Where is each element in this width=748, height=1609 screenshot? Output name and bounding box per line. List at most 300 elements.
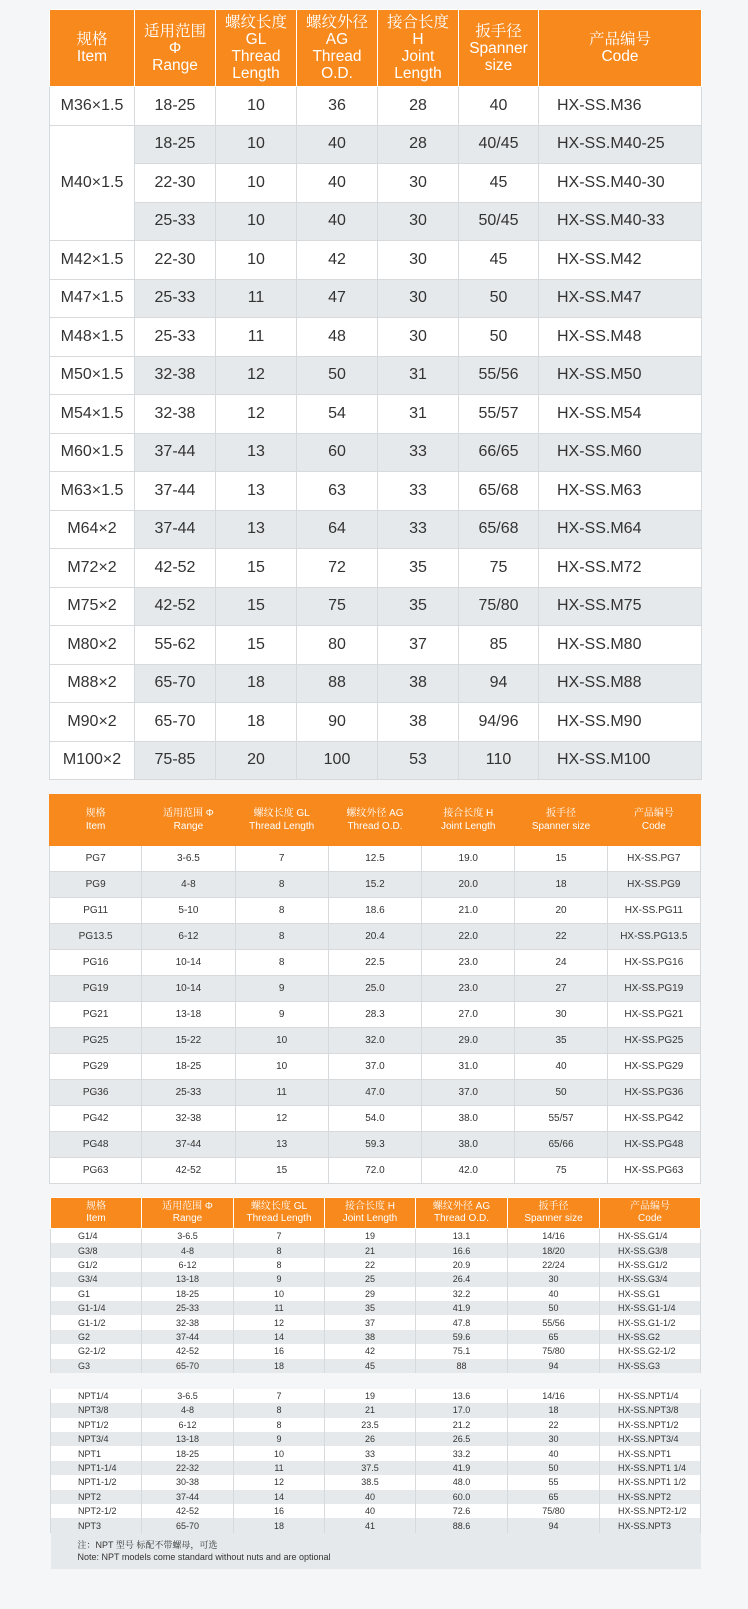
spanner-size-cell: 15: [515, 846, 607, 872]
spanner-size-cell: 94: [459, 664, 539, 703]
item-cell: M50×1.5: [50, 356, 135, 395]
header-item: 规格 Item: [51, 1198, 142, 1229]
item-cell: G3/8: [51, 1243, 142, 1257]
joint-length-cell: 28: [378, 125, 459, 164]
joint-length-cell: 31: [378, 395, 459, 434]
thread-length-cell: 8: [234, 1243, 325, 1257]
thread-length-cell: 14: [234, 1330, 325, 1344]
joint-length-cell: 42: [325, 1344, 416, 1358]
joint-length-cell: 33: [378, 472, 459, 511]
joint-length-cell: 37.0: [422, 1080, 515, 1106]
spanner-size-cell: 14/16: [508, 1389, 600, 1403]
thread-length-cell: 9: [235, 976, 328, 1002]
table-row: [50, 626, 702, 665]
spanner-size-cell: 24: [515, 950, 607, 976]
thread-od-cell: 37.0: [328, 1054, 421, 1080]
thread-od-cell: 26.5: [416, 1432, 508, 1446]
thread-od-cell: 90: [297, 703, 378, 742]
joint-length-cell: 37: [378, 626, 459, 665]
item-cell: G1-1/2: [51, 1315, 142, 1329]
spanner-size-cell: 55/56: [508, 1315, 600, 1329]
code-cell: HX-SS.M72: [539, 549, 702, 588]
code-cell: HX-SS.M64: [539, 510, 702, 549]
item-cell: M36×1.5: [50, 87, 135, 126]
range-cell: 4-8: [142, 1403, 234, 1417]
table-row: [50, 318, 702, 357]
table-row: [51, 1518, 701, 1532]
item-cell: M100×2: [50, 741, 135, 780]
thread-length-cell: 10: [216, 202, 297, 241]
joint-length-cell: 20.0: [422, 872, 515, 898]
item-cell: NPT2: [51, 1490, 142, 1504]
item-cell: PG48: [50, 1132, 142, 1158]
joint-length-cell: 40: [325, 1504, 416, 1518]
range-cell: 6-12: [142, 924, 235, 950]
range-cell: 55-62: [135, 626, 216, 665]
header-code: 产品编号 Code: [607, 795, 700, 846]
range-cell: 65-70: [142, 1359, 234, 1373]
code-cell: HX-SS.M50: [539, 356, 702, 395]
spanner-size-cell: 110: [459, 741, 539, 780]
header-code: 产品编号 Code: [600, 1198, 701, 1229]
range-cell: 65-70: [135, 703, 216, 742]
spanner-size-cell: 75/80: [508, 1504, 600, 1518]
item-cell: M90×2: [50, 703, 135, 742]
code-cell: HX-SS.PG16: [607, 950, 700, 976]
spanner-size-cell: 94: [508, 1359, 600, 1373]
spanner-size-cell: 50: [508, 1301, 600, 1315]
joint-length-cell: 30: [378, 279, 459, 318]
item-cell: M60×1.5: [50, 433, 135, 472]
header-thread-length: 螺纹长度 GL Thread Length: [216, 10, 297, 87]
spanner-size-cell: 27: [515, 976, 607, 1002]
spanner-size-cell: 45: [459, 164, 539, 203]
range-cell: 25-33: [135, 202, 216, 241]
spanner-size-cell: 18: [515, 872, 607, 898]
table-row: [51, 1504, 701, 1518]
thread-length-cell: 13: [216, 510, 297, 549]
code-cell: HX-SS.PG36: [607, 1080, 700, 1106]
range-cell: 25-33: [142, 1080, 235, 1106]
item-cell: PG9: [50, 872, 142, 898]
item-cell: G3/4: [51, 1272, 142, 1286]
table-row: [51, 1301, 701, 1315]
range-cell: 13-18: [142, 1272, 234, 1286]
thread-length-cell: 8: [234, 1418, 325, 1432]
table-row: [50, 1002, 701, 1028]
code-cell: HX-SS.M90: [539, 703, 702, 742]
header-spanner-size: 扳手径 Spanner size: [515, 795, 607, 846]
thread-length-cell: 10: [216, 241, 297, 280]
joint-length-cell: 23.0: [422, 976, 515, 1002]
range-cell: 25-33: [135, 318, 216, 357]
thread-od-cell: 47: [297, 279, 378, 318]
joint-length-cell: 33: [325, 1446, 416, 1460]
code-cell: HX-SS.NPT3/4: [600, 1432, 701, 1446]
table-row: [50, 924, 701, 950]
thread-length-cell: 18: [234, 1359, 325, 1373]
item-cell: PG25: [50, 1028, 142, 1054]
spanner-size-cell: 30: [508, 1272, 600, 1286]
thread-od-cell: 88: [416, 1359, 508, 1373]
table-row: [51, 1287, 701, 1301]
table-header-row: [50, 795, 701, 846]
code-cell: HX-SS.G1/4: [600, 1229, 701, 1244]
table-note: [51, 1533, 701, 1569]
spanner-size-cell: 50/45: [459, 202, 539, 241]
range-cell: 25-33: [135, 279, 216, 318]
range-cell: 15-22: [142, 1028, 235, 1054]
table-row: [50, 703, 702, 742]
table-row: [50, 549, 702, 588]
code-cell: HX-SS.PG63: [607, 1158, 700, 1184]
code-cell: HX-SS.M40-25: [539, 125, 702, 164]
item-cell: G1/4: [51, 1229, 142, 1244]
table-row: [51, 1344, 701, 1358]
joint-length-cell: 38: [325, 1330, 416, 1344]
code-cell: HX-SS.G3/8: [600, 1243, 701, 1257]
thread-od-cell: 25.0: [328, 976, 421, 1002]
thread-od-cell: 21.2: [416, 1418, 508, 1432]
spanner-size-cell: 94/96: [459, 703, 539, 742]
thread-od-cell: 88: [297, 664, 378, 703]
note-en: Note: NPT models come standard without nuts and are optional: [77, 1551, 331, 1562]
thread-od-cell: 60: [297, 433, 378, 472]
spanner-size-cell: 65: [508, 1490, 600, 1504]
item-cell: M47×1.5: [50, 279, 135, 318]
thread-length-cell: 10: [234, 1446, 325, 1460]
thread-od-cell: 48: [297, 318, 378, 357]
joint-length-cell: 21.0: [422, 898, 515, 924]
thread-length-cell: 10: [216, 87, 297, 126]
table-row: [50, 472, 702, 511]
thread-od-cell: 40: [297, 164, 378, 203]
table-row: [51, 1359, 701, 1373]
spanner-size-cell: 50: [508, 1461, 600, 1475]
spanner-size-cell: 85: [459, 626, 539, 665]
table-row: [50, 1028, 701, 1054]
joint-length-cell: 22: [325, 1258, 416, 1272]
thread-od-cell: 47.8: [416, 1315, 508, 1329]
table-header-row: [50, 10, 702, 87]
range-cell: 32-38: [135, 395, 216, 434]
thread-od-cell: 41.9: [416, 1461, 508, 1475]
header-spanner-size: 扳手径 Spanner size: [459, 10, 539, 87]
thread-length-cell: 10: [234, 1287, 325, 1301]
header-thread-od: 螺纹外径 AG Thread O.D.: [328, 795, 421, 846]
table-row: [51, 1446, 701, 1460]
table-row: [50, 741, 702, 780]
code-cell: HX-SS.M48: [539, 318, 702, 357]
range-cell: 6-12: [142, 1258, 234, 1272]
spanner-size-cell: 40: [508, 1287, 600, 1301]
item-cell: PG36: [50, 1080, 142, 1106]
range-cell: 6-12: [142, 1418, 234, 1432]
thread-od-cell: 48.0: [416, 1475, 508, 1489]
header-spanner-size: 扳手径 Spanner size: [508, 1198, 600, 1229]
spanner-size-cell: 30: [515, 1002, 607, 1028]
spanner-size-cell: 65/66: [515, 1132, 607, 1158]
spanner-size-cell: 65: [508, 1330, 600, 1344]
range-cell: 3-6.5: [142, 1229, 234, 1244]
thread-length-cell: 18: [216, 703, 297, 742]
range-cell: 18-25: [142, 1287, 234, 1301]
item-cell: NPT1/4: [51, 1389, 142, 1403]
thread-length-cell: 13: [216, 433, 297, 472]
item-cell: NPT1/2: [51, 1418, 142, 1432]
thread-length-cell: 11: [234, 1301, 325, 1315]
thread-od-cell: 72.6: [416, 1504, 508, 1518]
table-row: [51, 1403, 701, 1417]
joint-length-cell: 23.0: [422, 950, 515, 976]
thread-od-cell: 16.6: [416, 1243, 508, 1257]
spanner-size-cell: 65/68: [459, 472, 539, 511]
item-cell: PG42: [50, 1106, 142, 1132]
thread-length-cell: 9: [234, 1432, 325, 1446]
item-cell: PG7: [50, 846, 142, 872]
table-row: [50, 872, 701, 898]
spanner-size-cell: 50: [515, 1080, 607, 1106]
range-cell: 42-52: [142, 1158, 235, 1184]
thread-length-cell: 12: [216, 356, 297, 395]
thread-od-cell: 42: [297, 241, 378, 280]
header-joint-length: 接合长度 H Joint Length: [422, 795, 515, 846]
code-cell: HX-SS.M40-33: [539, 202, 702, 241]
thread-length-cell: 10: [216, 125, 297, 164]
thread-length-cell: 11: [235, 1080, 328, 1106]
spanner-size-cell: 94: [508, 1518, 600, 1532]
thread-length-cell: 20: [216, 741, 297, 780]
item-cell: M80×2: [50, 626, 135, 665]
item-cell: M54×1.5: [50, 395, 135, 434]
range-cell: 32-38: [135, 356, 216, 395]
range-cell: 65-70: [135, 664, 216, 703]
joint-length-cell: 19: [325, 1389, 416, 1403]
code-cell: HX-SS.NPT2-1/2: [600, 1504, 701, 1518]
table-row: [51, 1490, 701, 1504]
thread-length-cell: 8: [235, 898, 328, 924]
item-cell: M40×1.5: [50, 125, 135, 241]
range-cell: 18-25: [135, 125, 216, 164]
thread-length-cell: 18: [216, 664, 297, 703]
joint-length-cell: 19: [325, 1229, 416, 1244]
thread-length-cell: 8: [234, 1403, 325, 1417]
joint-length-cell: 26: [325, 1432, 416, 1446]
table-row: [51, 1418, 701, 1432]
thread-length-cell: 16: [234, 1504, 325, 1518]
code-cell: HX-SS.M40-30: [539, 164, 702, 203]
joint-length-cell: 35: [378, 549, 459, 588]
thread-length-cell: 11: [234, 1461, 325, 1475]
thread-length-cell: 11: [216, 279, 297, 318]
thread-od-cell: 28.3: [328, 1002, 421, 1028]
range-cell: 32-38: [142, 1106, 235, 1132]
header-thread-length: 螺纹长度 GL Thread Length: [234, 1198, 325, 1229]
range-cell: 10-14: [142, 950, 235, 976]
range-cell: 4-8: [142, 872, 235, 898]
table-row: [50, 87, 702, 126]
thread-od-cell: 17.0: [416, 1403, 508, 1417]
header-thread-od: 螺纹外径 AG Thread O.D.: [416, 1198, 508, 1229]
thread-length-cell: 12: [234, 1475, 325, 1489]
code-cell: HX-SS.G2-1/2: [600, 1344, 701, 1358]
spanner-size-cell: 20: [515, 898, 607, 924]
table-row: [50, 1158, 701, 1184]
thread-od-cell: 32.2: [416, 1287, 508, 1301]
thread-length-cell: 15: [235, 1158, 328, 1184]
spanner-size-cell: 75/80: [508, 1344, 600, 1358]
table-row: [50, 846, 701, 872]
spanner-size-cell: 55/56: [459, 356, 539, 395]
code-cell: HX-SS.M47: [539, 279, 702, 318]
thread-length-cell: 14: [234, 1490, 325, 1504]
item-cell: M75×2: [50, 587, 135, 626]
thread-od-cell: 40: [297, 125, 378, 164]
spanner-size-cell: 75: [459, 549, 539, 588]
code-cell: HX-SS.NPT1/2: [600, 1418, 701, 1432]
thread-od-cell: 59.3: [328, 1132, 421, 1158]
joint-length-cell: 40: [325, 1490, 416, 1504]
thread-od-cell: 75: [297, 587, 378, 626]
joint-length-cell: 41: [325, 1518, 416, 1532]
thread-od-cell: 100: [297, 741, 378, 780]
thread-od-cell: 88.6: [416, 1518, 508, 1532]
joint-length-cell: 37: [325, 1315, 416, 1329]
thread-od-cell: 64: [297, 510, 378, 549]
range-cell: 75-85: [135, 741, 216, 780]
table-row: [51, 1229, 701, 1244]
spanner-size-cell: 22/24: [508, 1258, 600, 1272]
table-row: [50, 1132, 701, 1158]
code-cell: HX-SS.M75: [539, 587, 702, 626]
joint-length-cell: 35: [378, 587, 459, 626]
range-cell: 65-70: [142, 1518, 234, 1532]
item-cell: PG11: [50, 898, 142, 924]
header-thread-length: 螺纹长度 GL Thread Length: [235, 795, 328, 846]
range-cell: 37-44: [135, 510, 216, 549]
item-cell: PG16: [50, 950, 142, 976]
item-cell: M88×2: [50, 664, 135, 703]
joint-length-cell: 27.0: [422, 1002, 515, 1028]
joint-length-cell: 30: [378, 318, 459, 357]
code-cell: HX-SS.PG13.5: [607, 924, 700, 950]
thread-length-cell: 9: [235, 1002, 328, 1028]
range-cell: 5-10: [142, 898, 235, 924]
table-row: [50, 279, 702, 318]
table-row: [51, 1243, 701, 1257]
thread-od-cell: 54.0: [328, 1106, 421, 1132]
thread-length-cell: 8: [234, 1258, 325, 1272]
table-row: [50, 664, 702, 703]
pg-thread-spec-table: [49, 794, 701, 1184]
thread-od-cell: 63: [297, 472, 378, 511]
thread-length-cell: 11: [216, 318, 297, 357]
thread-length-cell: 7: [234, 1389, 325, 1403]
spanner-size-cell: 14/16: [508, 1229, 600, 1244]
spanner-size-cell: 40: [459, 87, 539, 126]
table-row: [50, 356, 702, 395]
code-cell: HX-SS.G1: [600, 1287, 701, 1301]
code-cell: HX-SS.M88: [539, 664, 702, 703]
thread-od-cell: 36: [297, 87, 378, 126]
note-cn: 注：NPT 型号 标配不带螺母，可选: [77, 1539, 218, 1550]
item-cell: G1-1/4: [51, 1301, 142, 1315]
code-cell: HX-SS.M63: [539, 472, 702, 511]
spanner-size-cell: 45: [459, 241, 539, 280]
thread-length-cell: 12: [234, 1315, 325, 1329]
joint-length-cell: 38: [378, 703, 459, 742]
table-row: [50, 950, 701, 976]
code-cell: HX-SS.PG19: [607, 976, 700, 1002]
spacer-cell: [51, 1373, 701, 1389]
table-row: [51, 1432, 701, 1446]
code-cell: HX-SS.PG29: [607, 1054, 700, 1080]
spanner-size-cell: 75: [515, 1158, 607, 1184]
range-cell: 22-32: [142, 1461, 234, 1475]
spanner-size-cell: 55: [508, 1475, 600, 1489]
thread-od-cell: 80: [297, 626, 378, 665]
thread-od-cell: 72: [297, 549, 378, 588]
range-cell: 37-44: [142, 1132, 235, 1158]
thread-od-cell: 15.2: [328, 872, 421, 898]
range-cell: 25-33: [142, 1301, 234, 1315]
thread-od-cell: 18.6: [328, 898, 421, 924]
range-cell: 42-52: [135, 549, 216, 588]
table-row: [51, 1330, 701, 1344]
range-cell: 4-8: [142, 1243, 234, 1257]
code-cell: HX-SS.PG21: [607, 1002, 700, 1028]
joint-length-cell: 42.0: [422, 1158, 515, 1184]
code-cell: HX-SS.NPT1 1/2: [600, 1475, 701, 1489]
spanner-size-cell: 40: [515, 1054, 607, 1080]
spanner-size-cell: 22: [515, 924, 607, 950]
thread-od-cell: 26.4: [416, 1272, 508, 1286]
spanner-size-cell: 18: [508, 1403, 600, 1417]
g-npt-thread-spec-table: [50, 1197, 701, 1569]
joint-length-cell: 29.0: [422, 1028, 515, 1054]
thread-od-cell: 13.6: [416, 1389, 508, 1403]
joint-length-cell: 45: [325, 1359, 416, 1373]
item-cell: M48×1.5: [50, 318, 135, 357]
spanner-size-cell: 30: [508, 1432, 600, 1446]
range-cell: 13-18: [142, 1432, 234, 1446]
thread-length-cell: 15: [216, 549, 297, 588]
code-cell: HX-SS.PG11: [607, 898, 700, 924]
thread-length-cell: 12: [235, 1106, 328, 1132]
code-cell: HX-SS.PG25: [607, 1028, 700, 1054]
range-cell: 3-6.5: [142, 846, 235, 872]
range-cell: 3-6.5: [142, 1389, 234, 1403]
joint-length-cell: 19.0: [422, 846, 515, 872]
joint-length-cell: 33: [378, 510, 459, 549]
spanner-size-cell: 66/65: [459, 433, 539, 472]
table-row: [50, 1054, 701, 1080]
table-row: [50, 587, 702, 626]
code-cell: HX-SS.G1/2: [600, 1258, 701, 1272]
item-cell: PG19: [50, 976, 142, 1002]
thread-od-cell: 13.1: [416, 1229, 508, 1244]
section-spacer: [51, 1373, 701, 1389]
thread-od-cell: 22.5: [328, 950, 421, 976]
table-row: [50, 164, 702, 203]
joint-length-cell: 31: [378, 356, 459, 395]
table-row: [50, 510, 702, 549]
thread-od-cell: 20.4: [328, 924, 421, 950]
item-cell: PG29: [50, 1054, 142, 1080]
thread-od-cell: 72.0: [328, 1158, 421, 1184]
item-cell: PG13.5: [50, 924, 142, 950]
thread-length-cell: 16: [234, 1344, 325, 1358]
